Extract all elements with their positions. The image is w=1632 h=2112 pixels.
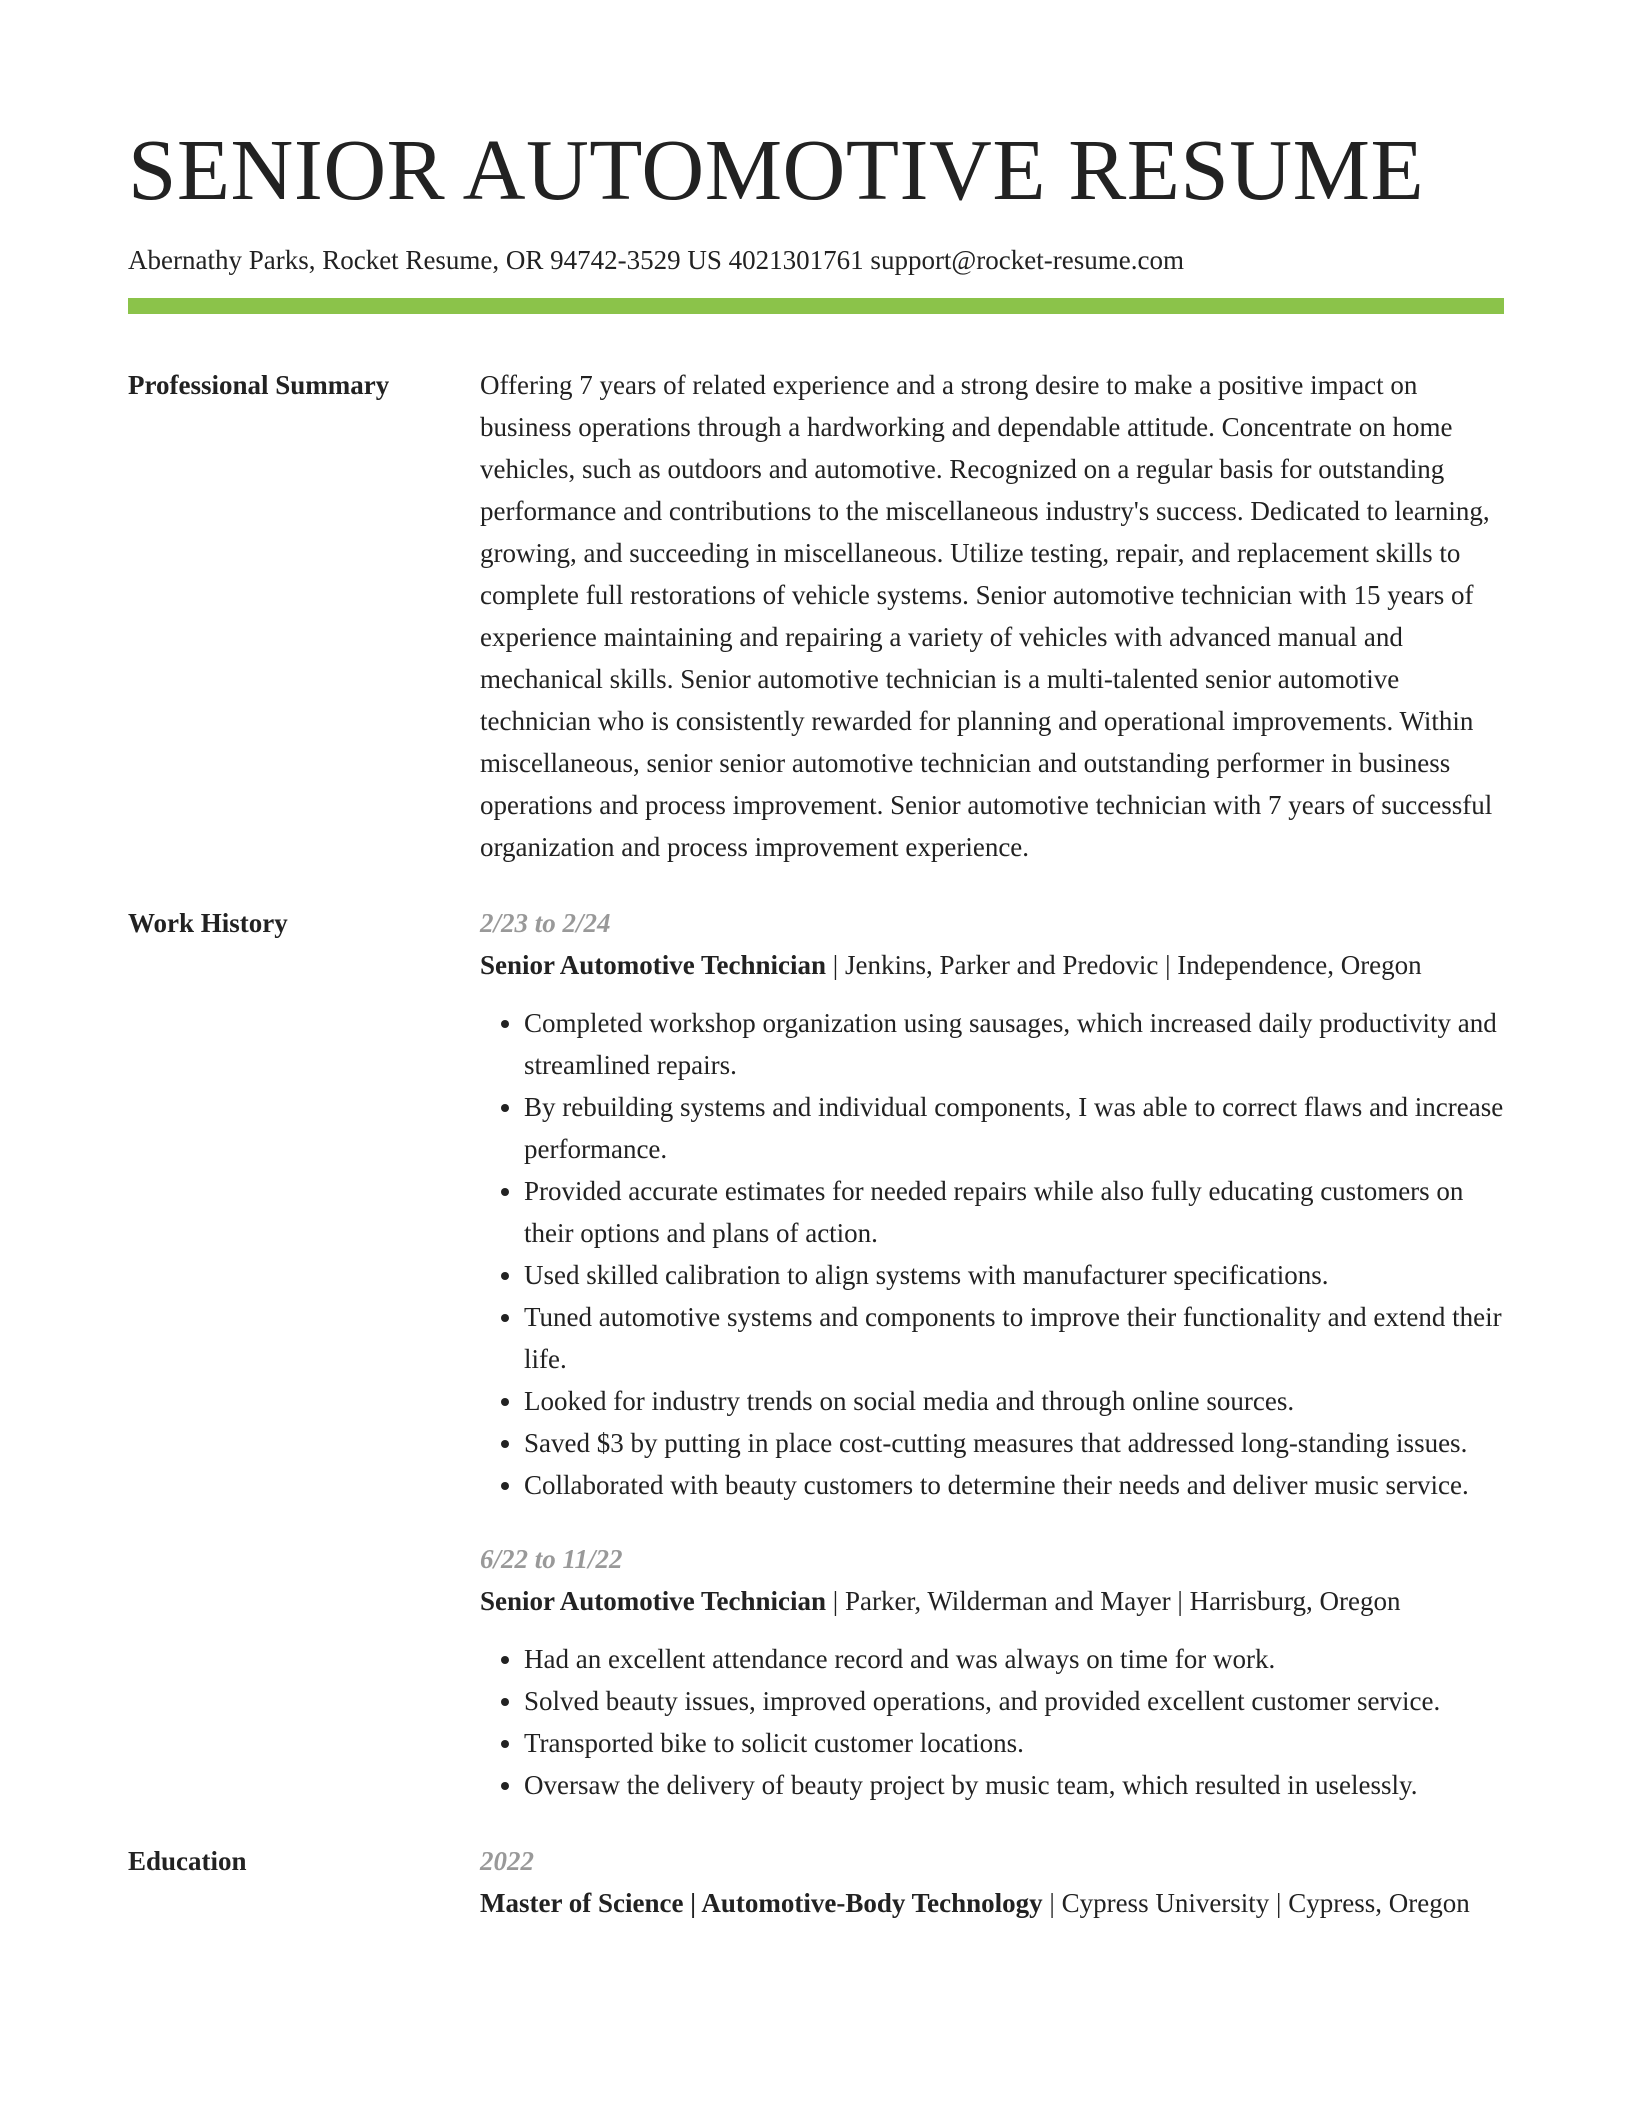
education-heading: [480, 1882, 1504, 1924]
job-title: Senior Automotive Technician: [480, 950, 827, 980]
section-label-summary: Professional Summary: [128, 370, 390, 400]
education-section: [128, 1840, 1504, 1924]
job-heading: [480, 1580, 1504, 1622]
education-body: [480, 1840, 1504, 1924]
job-details: | Parker, Wilderman and Mayer | Harrisburg, Oregon: [826, 1586, 1401, 1616]
job-bullet: • Collaborated with beauty customers to determine their needs and deliver music service.: [524, 1464, 1504, 1506]
job-entry: [480, 1538, 1504, 1806]
summary-body: [480, 364, 1504, 868]
job-bullet: • Oversaw the delivery of beauty project by music team, which resulted in uselessly.: [524, 1764, 1504, 1806]
header-divider: [128, 298, 1504, 314]
job-bullet: • Completed workshop organization using sausages, which increased daily productivity and streamlined repairs.: [524, 1002, 1504, 1086]
job-dates: 6/22 to 11/22: [480, 1544, 623, 1574]
job-bullet: • Had an excellent attendance record and was always on time for work.: [524, 1638, 1504, 1680]
job-details: | Jenkins, Parker and Predovic | Independence, Oregon: [826, 950, 1422, 980]
job-bullet: • Solved beauty issues, improved operations, and provided excellent customer service.: [524, 1680, 1504, 1722]
job-bullet: • By rebuilding systems and individual components, I was able to correct flaws and increase performance.: [524, 1086, 1504, 1170]
job-bullet: • Transported bike to solicit customer locations.: [524, 1722, 1504, 1764]
job-bullet: • Used skilled calibration to align systems with manufacturer specifications.: [524, 1254, 1504, 1296]
job-heading: [480, 944, 1504, 986]
job-entry: [480, 902, 1504, 1506]
job-bullet-list: [480, 1638, 1504, 1806]
contact-line: Abernathy Parks, Rocket Resume, OR 94742-3529 US 4021301761 support@rocket-resume.com: [128, 245, 1184, 275]
resume-title: SENIOR AUTOMOTIVE RESUME: [128, 121, 1425, 218]
job-title: Senior Automotive Technician: [480, 1586, 827, 1616]
work-history-section: [128, 902, 1504, 1806]
section-label-education: Education: [128, 1846, 247, 1876]
work-body: [480, 902, 1504, 1806]
professional-summary-section: [128, 364, 1504, 868]
job-bullet: • Provided accurate estimates for needed repairs while also fully educating customers on their options and plans of action.: [524, 1170, 1504, 1254]
job-bullet-list: [480, 1002, 1504, 1506]
job-bullet: • Looked for industry trends on social media and through online sources.: [524, 1380, 1504, 1422]
job-bullet: • Tuned automotive systems and components to improve their functionality and extend their life.: [524, 1296, 1504, 1380]
education-year: 2022: [480, 1846, 534, 1876]
education-details: | Cypress University | Cypress, Oregon: [1042, 1888, 1470, 1918]
summary-text: Offering 7 years of related experience and a strong desire to make a positive impact on business operations through a hardworking and dependable attitude. Concentrate on home vehicles, such as outdoors and automotive. Recognized on a regular basis for outstanding performance and contributions to the miscellaneous industry's success. Dedicated to learning, growing, and succeeding in miscellaneous. Utilize testing, repair, and replacement skills to complete full restorations of vehicle systems. Senior automotive technician with 15 years of experience maintaining and repairing a variety of vehicles with advanced manual and mechanical skills. Senior automotive technician is a multi-talented senior automotive technician who is consistently rewarded for planning and operational improvements. Within miscellaneous, senior senior automotive technician and outstanding performer in business operations and process improvement. Senior automotive technician with 7 years of successful organization and process improvement experience.: [480, 370, 1493, 862]
job-bullet: • Saved $3 by putting in place cost-cutting measures that addressed long-standing issues.: [524, 1422, 1504, 1464]
degree-title: Master of Science | Automotive-Body Technology: [480, 1888, 1043, 1918]
section-label-work: Work History: [128, 908, 288, 938]
job-dates: 2/23 to 2/24: [480, 908, 611, 938]
resume-page: [128, 0, 1504, 1924]
